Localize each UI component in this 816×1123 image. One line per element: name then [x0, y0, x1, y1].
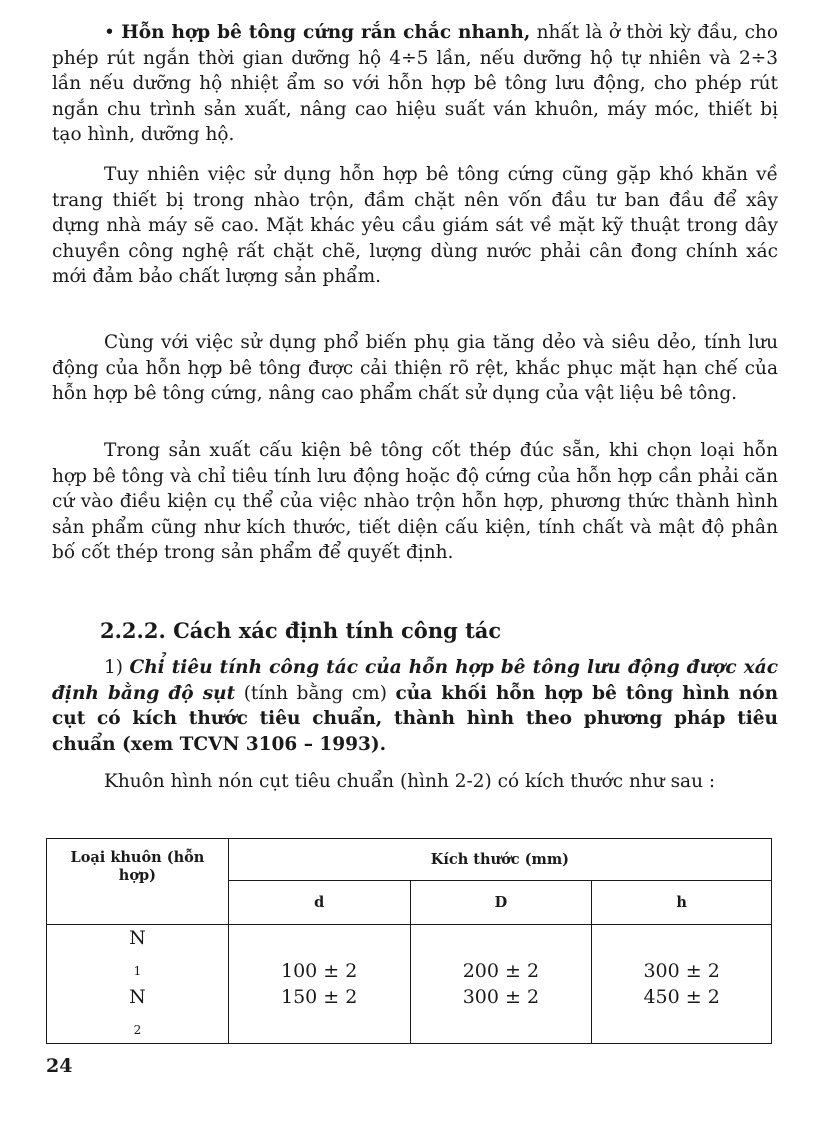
paragraph-6: Khuôn hình nón cụt tiêu chuẩn (hình 2-2) có kích thước như sau :	[104, 771, 716, 792]
paragraph-4: Trong sản xuất cấu kiện bê tông cốt thép đúc sẵn, khi chọn loại hỗn hợp bê tông và chỉ tiêu tính lưu động hoặc độ cứng của hỗn hợp cần phải căn cứ vào điều kiện cụ thể của việc nhào trộn hỗn hợp, phương thức thành hình sản phẩm cũng như kích thước, tiết diện cấu kiện, tính chất và mật độ phân bố cốt thép trong sản phẩm để quyết định.	[52, 440, 778, 564]
d-value-n2: 150 ± 2	[281, 985, 358, 1008]
paragraph-3: Cùng với việc sử dụng phổ biến phụ gia tăng dẻo và siêu dẻo, tính lưu động của hỗn hợp bê tông được cải thiện rõ rệt, khắc phục mặt hạn chế của hỗn hợp bê tông cứng, nâng cao phẩm chất sử dụng của vật liệu bê tông.	[52, 332, 778, 405]
section-heading: 2.2.2. Cách xác định tính công tác	[100, 618, 502, 643]
paragraph-5-tail: của khối hỗn hợp bê tông hình nón cụt có kích thước tiêu chuẩn, thành hình theo phương pháp tiêu chuẩn (xem TCVN 3106 – 1993).	[52, 682, 779, 755]
D-value-n2: 300 ± 2	[462, 985, 540, 1008]
paragraph-1	[52, 20, 778, 148]
h-value-n1: 300 ± 2	[643, 959, 720, 982]
paragraph-1-rest: nhất là ở thời kỳ đầu, cho phép rút ngắn thời gian dưỡng hộ 4÷5 lần, nếu dưỡng hộ tự nhiên và 2÷3 lần nếu dưỡng hộ nhiệt ẩm so với hỗn hợp bê tông lưu động, cho phép rút ngắn chu trình sản xuất, nâng cao hiệu suất ván khuôn, máy móc, thiết bị tạo hình, dưỡng hộ.	[52, 22, 778, 146]
paragraph-2: Tuy nhiên việc sử dụng hỗn hợp bê tông cứng cũng gặp khó khăn về trang thiết bị trong nhào trộn, đầm chặt nên vốn đầu tư ban đầu để xây dựng nhà máy sẽ cao. Mặt khác yêu cầu giám sát về mặt kỹ thuật trong dây chuyền công nghệ rất chặt chẽ, lượng dùng nước phải cân đong chính xác mới đảm bảo chất lượng sản phẩm.	[52, 164, 778, 288]
mold-type-n1: N $_1$	[129, 927, 146, 978]
item-number: 1)	[104, 657, 123, 678]
mold-type-cell	[47, 925, 229, 1044]
mold-type-n2: N $_2$	[129, 985, 146, 1037]
D-values-cell	[410, 925, 592, 1044]
dimensions-header: Kích thước (mm)	[228, 839, 771, 881]
h-values-cell	[592, 925, 772, 1044]
bullet: •	[104, 22, 115, 43]
page-number: 24	[46, 1055, 73, 1077]
paragraph-5-italic: Chỉ tiêu tính công tác của hỗn hợp bê tông lưu động được xác định bằng độ sụt	[52, 657, 778, 704]
d-value-n1: 100 ± 2	[281, 959, 358, 982]
paragraph-5-mid: (tính bằng cm)	[235, 682, 396, 704]
mold-type-header: Loại khuôn (hỗn hợp)	[47, 839, 229, 925]
d-values-cell	[228, 925, 410, 1044]
col-header-h: h	[592, 881, 772, 925]
mold-dimensions-table	[46, 838, 772, 1044]
h-value-n2: 450 ± 2	[643, 985, 720, 1008]
col-header-d: d	[228, 881, 410, 925]
col-header-D: D	[410, 881, 592, 925]
paragraph-1-bold: Hỗn hợp bê tông cứng rắn chắc nhanh,	[121, 22, 531, 43]
paragraph-5	[52, 655, 778, 757]
D-value-n1: 200 ± 2	[462, 959, 540, 982]
